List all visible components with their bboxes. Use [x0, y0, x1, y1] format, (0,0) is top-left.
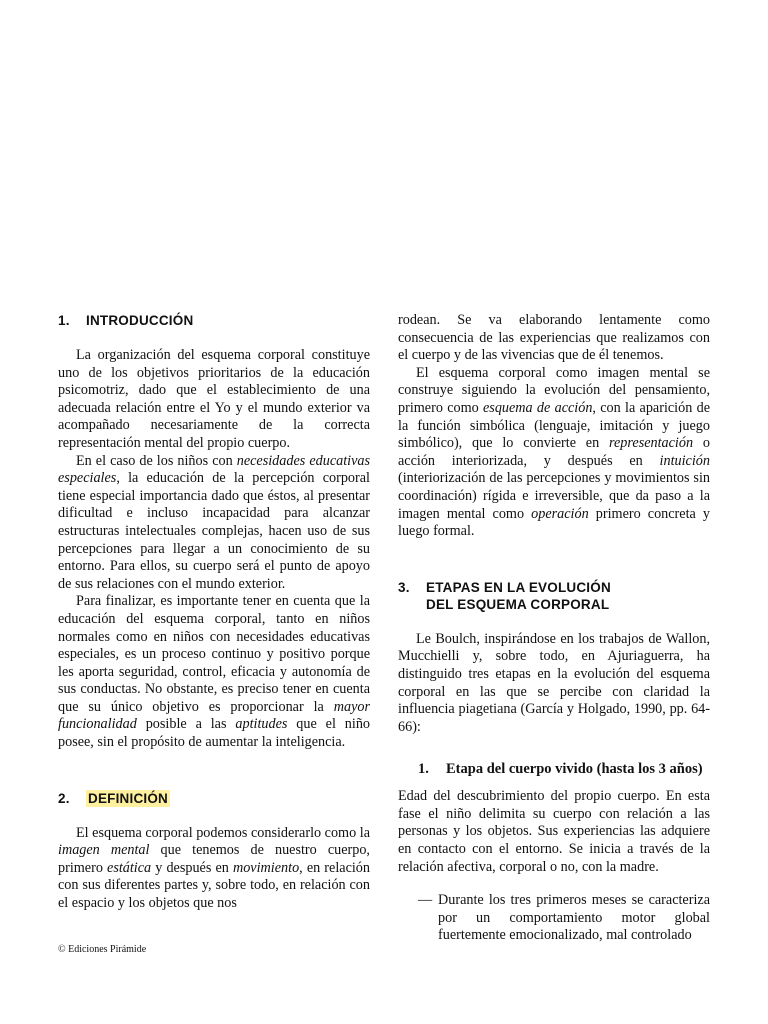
- section-title: INTRODUCCIÓN: [86, 313, 194, 328]
- paragraph: rodean. Se va elaborando lentamente como consecuencia de las experiencias que realizamos con el cuerpo y de las vivencias que de él tenemos.: [398, 312, 710, 364]
- text-run: Para finalizar, es importante tener en cuenta que la educación del esquema corporal, tanto en niños normales como en niños con necesidades educativas especiales, es un proceso continuo y positivo porque les aporta seguridad, control, eficacia y autonomía de sus conductas. No obstante, es preciso tener en cuenta que su único objetivo es proporcionar la: [58, 593, 370, 715]
- section-title: [426, 579, 611, 613]
- text-run: que tenemos de nuestro cuerpo, primero: [58, 842, 370, 876]
- bullet-text: Durante los tres primeros meses se caracteriza por un comportamiento motor global fuertemente emocionalizado, mal controlado: [438, 892, 710, 944]
- subsection-number: 1.: [418, 761, 429, 778]
- paragraph: La organización del esquema corporal constituye uno de los objetivos prioritarios de la educación psicomotriz, dado que el establecimiento de una adecuada relación entre el Yo y el mundo exterior va acompañado necesariamente de la correcta representación mental del propio cuerpo.: [58, 347, 370, 451]
- paragraph: Edad del descubrimiento del propio cuerpo. En esta fase el niño delimita su cuerpo con relación a las personas y los objetos. Sus experiencias las adquiere en contacto con el entorno. Se inicia a través de la relación afectiva, corporal o no, con la madre.: [398, 788, 710, 875]
- text-run: , en relación con sus diferentes partes y, sobre todo, en relación con el espacio y los objetos que nos: [58, 859, 370, 912]
- text-run: y después en: [151, 859, 233, 876]
- italic-text: intuición: [659, 452, 710, 469]
- text-run: En el caso de los niños con: [76, 452, 237, 469]
- text-run: que el niño posee, sin el propósito de aumentar la inteligencia.: [58, 716, 370, 751]
- section-number: 3.: [398, 579, 410, 595]
- section-title-line: ETAPAS EN LA EVOLUCIÓN: [426, 579, 611, 595]
- section-heading-definicion: [58, 790, 370, 807]
- text-run: (interiorización de las percepciones y movimientos sin coordinación) rígida e irreversible, que da paso a la imagen mental como: [398, 470, 710, 522]
- text-run: posible a las: [136, 716, 236, 733]
- left-column: [58, 312, 370, 913]
- bullet-item: [418, 892, 710, 945]
- text-run: primero concreta y luego formal.: [398, 505, 710, 540]
- text-run: El esquema corporal podemos considerarlo como la: [76, 824, 370, 841]
- subsection-heading: [398, 760, 710, 778]
- text-run: El esquema corporal como imagen mental se construye siguiendo la evolución del pensamiento, primero como: [398, 364, 710, 416]
- footer-copyright: © Ediciones Pirámide: [58, 944, 147, 955]
- italic-text: estática: [107, 859, 152, 876]
- paragraph: [58, 593, 370, 751]
- section-title-line: DEL ESQUEMA CORPORAL: [426, 596, 610, 612]
- italic-text: operación: [531, 505, 589, 522]
- text-run: , con la aparición de la función simbólica (lenguaje, imitación y juego simbólico), que lo convierte en: [398, 399, 710, 452]
- subsection-title: Etapa del cuerpo vivido (hasta los 3 años): [446, 761, 703, 778]
- paragraph: Le Boulch, inspirándose en los trabajos de Wallon, Mucchielli y, sobre todo, en Ajuriaguerra, ha distinguido tres etapas en la evolución del esquema corporal en las que se percibe con claridad la influencia piagetiana (García y Holgado, 1990, pp. 64-66):: [398, 630, 710, 735]
- italic-text: representación: [609, 435, 694, 452]
- paragraph: [398, 365, 710, 541]
- section-heading-introduccion: [58, 312, 370, 329]
- italic-text: imagen mental: [58, 842, 150, 859]
- italic-text: mayor funcionalidad: [58, 698, 370, 733]
- paragraph: [58, 453, 370, 594]
- section-heading-etapas: [398, 579, 710, 613]
- section-number: 2.: [58, 790, 70, 806]
- section-number: 1.: [58, 313, 70, 328]
- italic-text: movimiento: [232, 859, 300, 876]
- bullet-dash: —: [418, 892, 433, 909]
- right-column: [398, 312, 710, 945]
- paragraph: [58, 825, 370, 913]
- section-title-highlighted: DEFINICIÓN: [88, 790, 169, 806]
- text-run: o acción interiorizada, y después en: [398, 435, 710, 469]
- text-run: , la educación de la percepción corporal tiene especial importancia dado que éstos, al presentar dificultad e incluso incapacidad para alcanzar estructuras intelectuales complejas, hacen uso de sus percepciones para llegar a un conocimiento de su entorno. Para ellos, su cuerpo será el punto de apoyo de sus relaciones con el mundo exterior.: [58, 470, 370, 592]
- italic-text: aptitudes: [235, 716, 288, 733]
- italic-text: necesidades educativas especiales: [58, 452, 371, 487]
- italic-text: esquema de acción: [483, 399, 593, 416]
